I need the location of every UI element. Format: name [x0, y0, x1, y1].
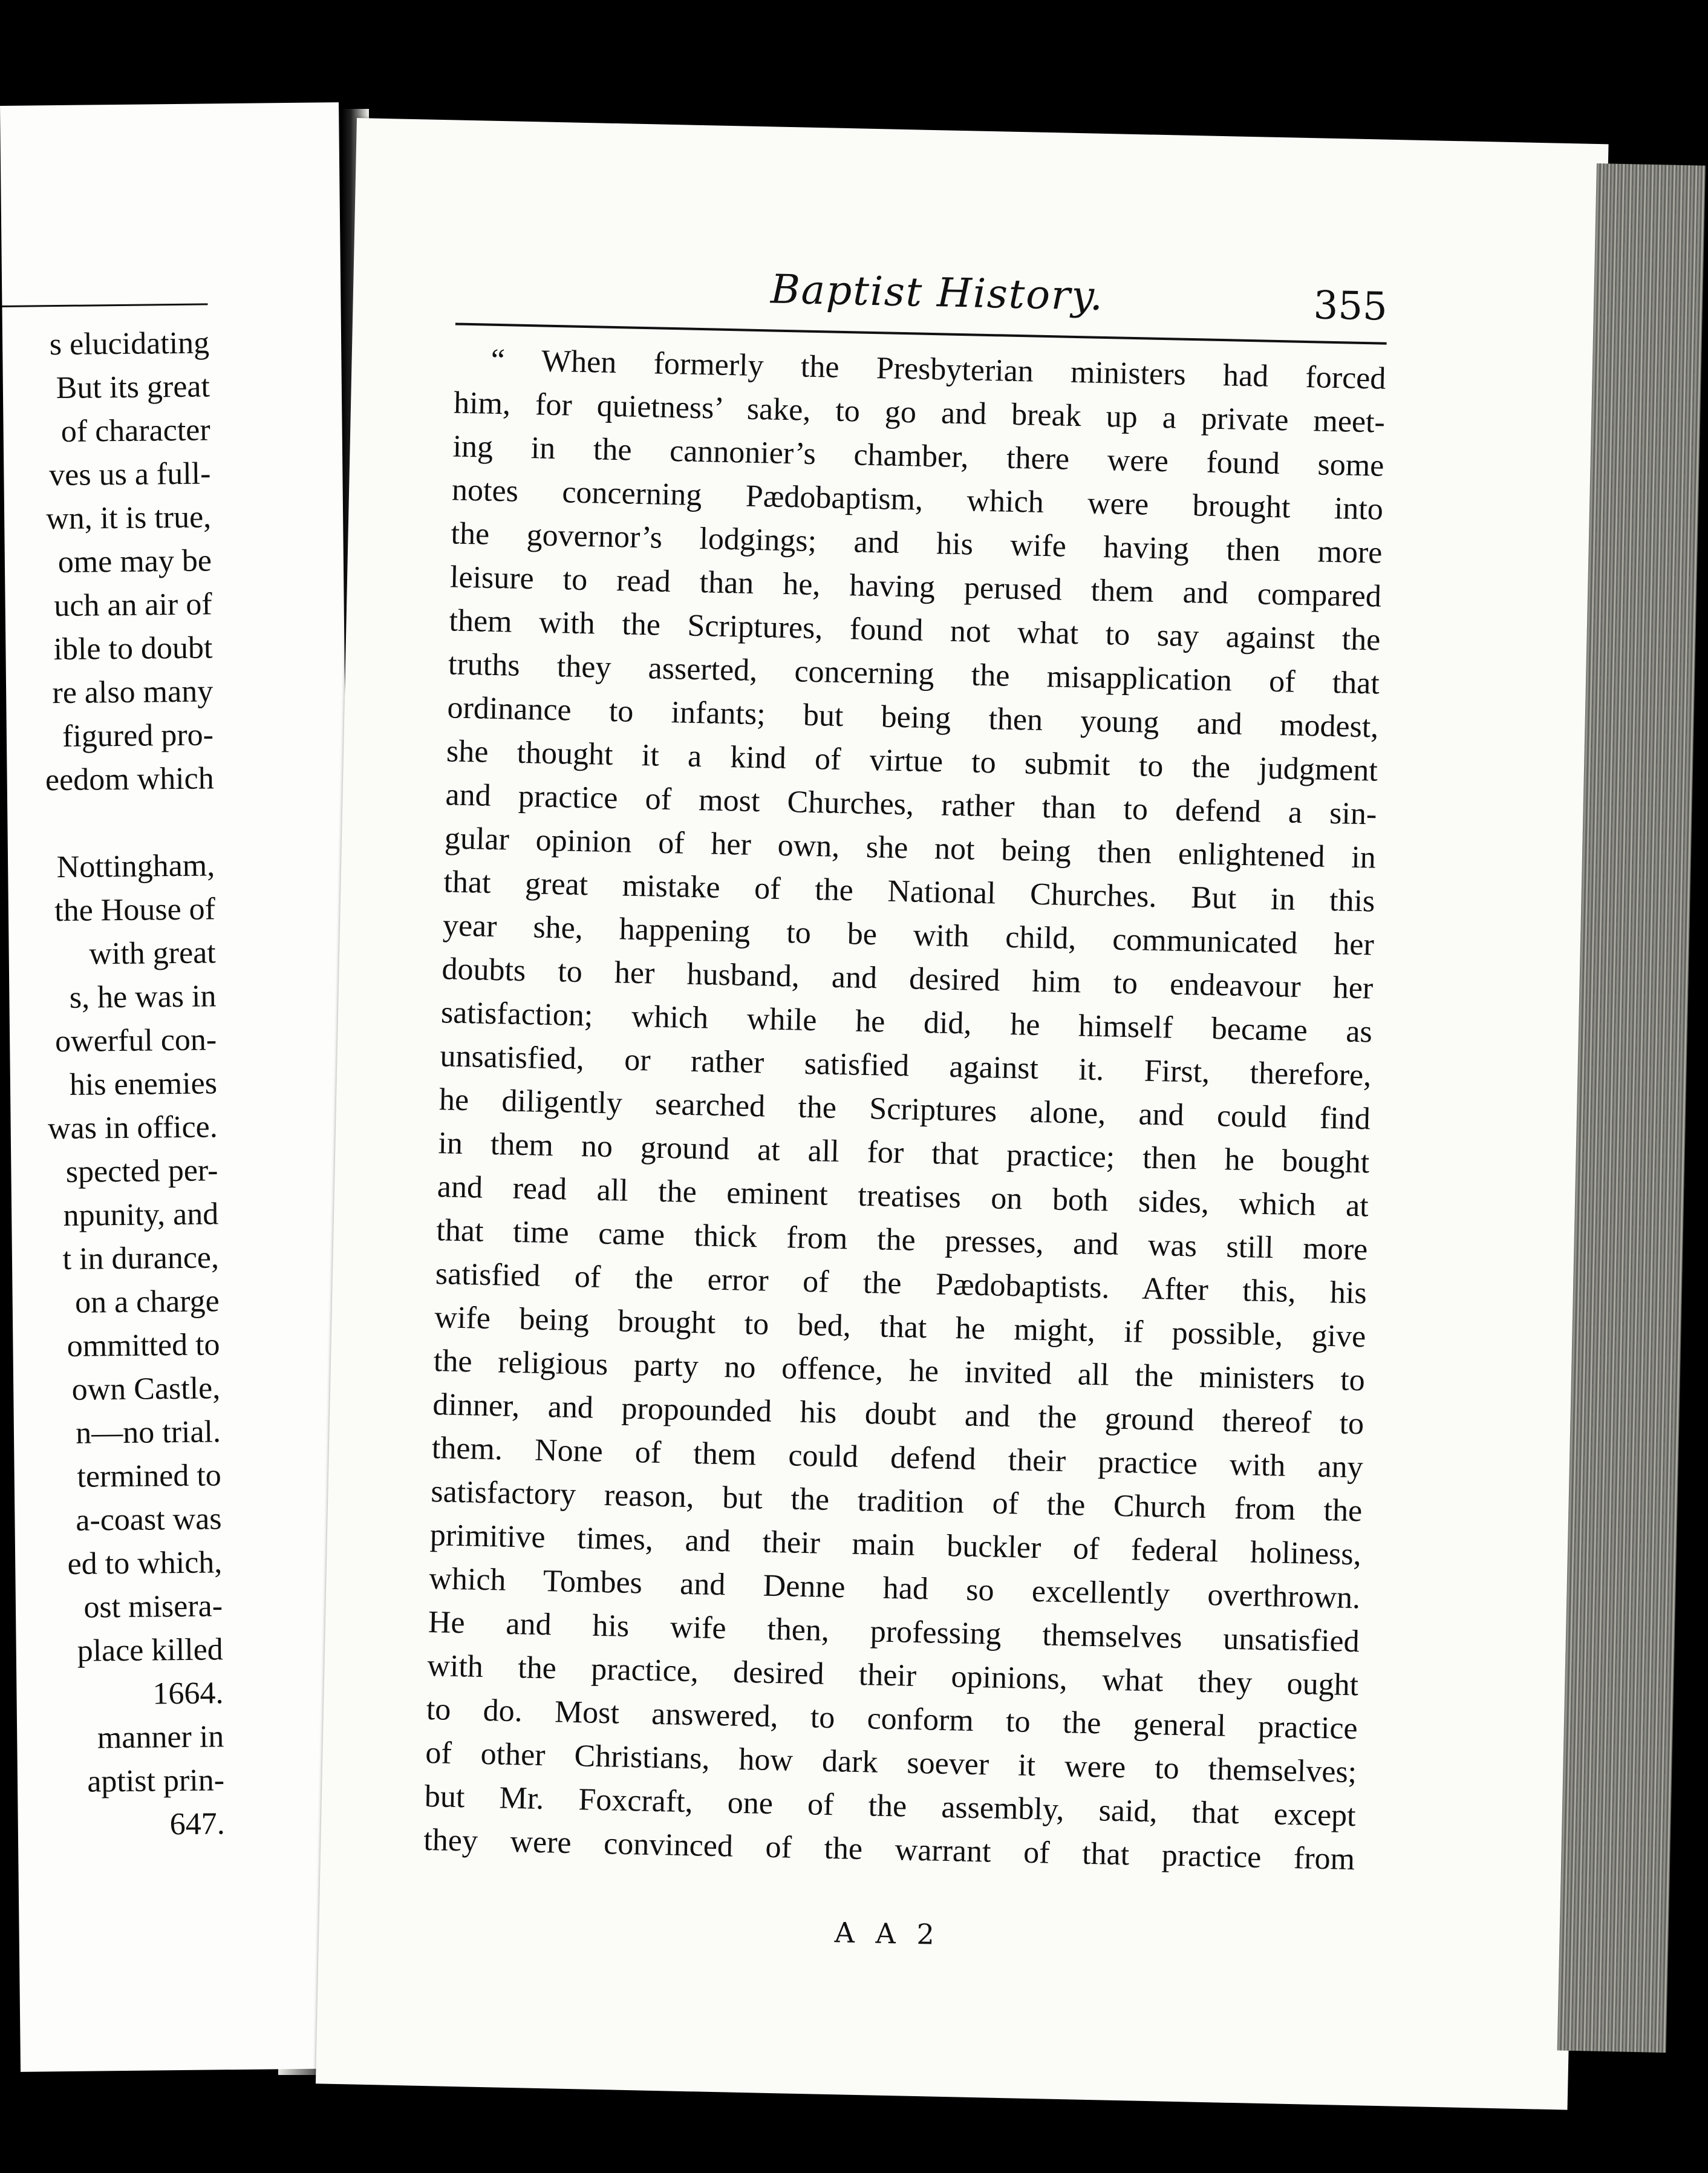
body-line: primitive times, and their main buckler of federal holiness,: [429, 1518, 1362, 1572]
left-page-line: owerful con-: [54, 1022, 217, 1059]
body-line: but Mr. Foxcraft, one of the assembly, said, that except: [424, 1779, 1357, 1834]
body-line: she thought it a kind of virtue to submit to the judgment: [446, 734, 1378, 788]
body-line: satisfaction; which while he did, he himself became as: [440, 995, 1373, 1050]
left-page-line: the House of: [54, 892, 216, 929]
body-line: doubts to her husband, and desired him to endeavour her: [441, 952, 1374, 1006]
left-page-line: ommitted to: [67, 1327, 220, 1364]
left-page-line: on a charge: [74, 1284, 220, 1320]
left-page-line: Nottingham,: [56, 848, 215, 885]
body-line: satisfactory reason, but the tradition of the Church from the: [430, 1474, 1363, 1529]
left-page-line: a-coast was: [76, 1501, 222, 1538]
left-page-line: s, he was in: [69, 979, 217, 1015]
body-line: to do. Most answered, to conform to the general practice: [426, 1691, 1358, 1747]
body-line: ordinance to infants; but being then young and modest,: [447, 690, 1379, 745]
left-page-line: aptist prin-: [86, 1763, 225, 1799]
body-line: year she, happening to be with child, communicated her: [442, 908, 1375, 962]
left-page-line: ed to which,: [67, 1545, 223, 1581]
body-line: gular opinion of her own, she not being then enlightened in: [444, 821, 1377, 875]
left-page-line: with great: [89, 935, 216, 972]
body-line: that great mistake of the National Churches. But in this: [443, 864, 1375, 919]
main-page: [316, 118, 1609, 2110]
body-line: truths they asserted, concerning the misapplication of that: [448, 647, 1380, 701]
left-page-line: ost misera-: [83, 1589, 223, 1625]
body-line: of other Christians, how dark soever it were to themselves;: [425, 1735, 1357, 1790]
body-line: the governor’s lodgings; and his wife having then more: [451, 516, 1383, 570]
body-line: that time came thick from the presses, and was still more: [435, 1213, 1368, 1267]
body-line: “ When formerly the Presbyterian ministers had forced: [491, 342, 1386, 396]
body-line: dinner, and propounded his doubt and the ground thereof to: [432, 1387, 1364, 1442]
left-page-line: uch an air of: [54, 587, 212, 624]
left-page-line: s elucidating: [49, 325, 210, 362]
body-line: leisure to read than he, having perused them and compared: [449, 560, 1382, 614]
left-page-line: eedom which: [45, 761, 214, 798]
body-line: ing in the cannonier’s chamber, there were found some: [452, 429, 1384, 483]
running-title: Baptist History.: [770, 266, 1104, 319]
left-page-line: t in durance,: [62, 1240, 220, 1277]
body-line: wife being brought to bed, that he might, if possible, give: [434, 1300, 1366, 1354]
body-line: them. None of them could defend their practice with any: [431, 1431, 1364, 1485]
left-page-line: 647.: [169, 1806, 226, 1842]
left-page-line: ome may be: [57, 543, 212, 580]
left-page-line: npunity, and: [63, 1197, 219, 1234]
left-page-line: his enemies: [69, 1066, 218, 1102]
body-line: him, for quietness’ sake, to go and break up a private meet-: [453, 385, 1386, 440]
body-text: [423, 338, 1386, 1881]
left-page-line: manner in: [97, 1719, 224, 1756]
left-page-line: ves us a full-: [48, 456, 211, 493]
left-page-line: figured pro-: [62, 717, 214, 754]
body-line: the religious party no offence, he invited all the ministers to: [433, 1344, 1366, 1398]
left-page-head-rule: [2, 303, 207, 307]
body-line: with the practice, desired their opinions, what they ought: [426, 1649, 1359, 1703]
body-line: unsatisfied, or rather satisfied against it. First, therefore,: [439, 1039, 1372, 1093]
left-page-line: wn, it is true,: [45, 500, 212, 537]
left-page-line: termined to: [77, 1458, 222, 1494]
left-page-line: of character: [60, 413, 210, 449]
body-line: He and his wife then, professing themselves unsatisfied: [428, 1605, 1360, 1659]
left-page-line: ible to doubt: [53, 630, 213, 667]
body-line: he diligently searched the Scriptures alone, and could find: [438, 1082, 1371, 1137]
signature-mark: A A 2: [834, 1916, 941, 1951]
page-number: 355: [1312, 283, 1388, 330]
body-line: which Tombes and Denne had so excellently overthrown.: [428, 1561, 1361, 1616]
body-line: in them no ground at all for that practice; then he bought: [437, 1126, 1370, 1180]
left-page-text: [0, 321, 225, 1849]
left-page-line: own Castle,: [71, 1371, 221, 1407]
left-page-line: n—no trial.: [75, 1414, 221, 1451]
left-facing-page: [0, 102, 359, 2072]
left-page-line: [0, 800, 215, 847]
left-page-line: 1664.: [152, 1676, 224, 1711]
left-page-line: spected per-: [65, 1153, 218, 1189]
body-line: satisfied of the error of the Pædobaptists. After this, his: [435, 1256, 1367, 1311]
left-page-line: But its great: [56, 369, 210, 406]
left-page-line: was in office.: [47, 1109, 218, 1146]
body-line: them with the Scriptures, found not what to say against the: [449, 603, 1381, 658]
running-head: [455, 260, 1388, 333]
body-line: and read all the eminent treatises on both sides, which at: [437, 1169, 1369, 1224]
body-line: notes concerning Pædobaptism, which were brought into: [451, 472, 1384, 527]
body-line: and practice of most Churches, rather than to defend a sin-: [445, 777, 1377, 832]
left-page-line: place killed: [77, 1632, 224, 1668]
left-page-line: re also many: [52, 674, 214, 711]
body-line: they were convinced of the warrant of that practice from: [423, 1822, 1355, 1877]
